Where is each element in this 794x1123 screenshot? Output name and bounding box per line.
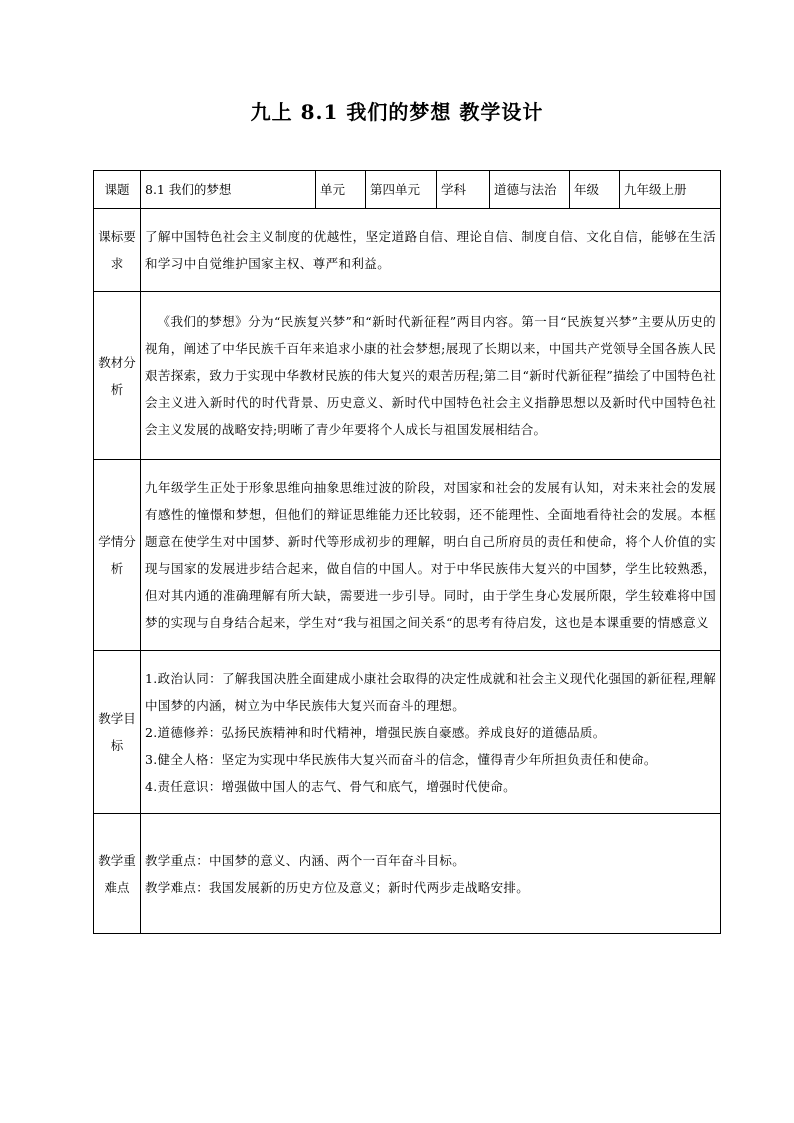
textbook-text: 《我们的梦想》分为“民族复兴梦”和“新时代新征程”两目内容。第一目“民族复兴梦”主要从历史的视角，阐述了中华民族千百年来追求小康的社会梦想;展现了长期以来，中国共产党领导全国各族人民艰苦探索，致力于实现中华教材民族的伟大复兴的艰苦历程;第二目“新时代新征程”描绘了中国特色社会主义进入新时代的时代背景、历史意义、新时代中国特色社会主义指静思想以及新时代中国特色社会主义发展的战略安持;明晰了青少年要将个人成长与祖国发展相结合。 [141, 292, 721, 460]
objective-item: 2.道德修养：弘扬民族精神和时代精神，增强民族自豪感。养成良好的道德品质。 [145, 724, 606, 740]
difficult-point-text: 教学难点：我国发展新的历史方位及意义；新时代两步走战略安排。 [145, 879, 530, 895]
key-points-row [94, 814, 721, 934]
students-label: 学情分析 [94, 460, 141, 651]
unit-label: 单元 [316, 171, 366, 209]
unit-value: 第四单元 [366, 171, 437, 209]
key-point-text: 教学重点：中国梦的意义、内涵、两个一百年奋斗目标。 [145, 852, 466, 868]
subject-value: 道德与法治 [490, 171, 570, 209]
students-text: 九年级学生正处于形象思维向抽象思维过波的阶段，对国家和社会的发展有认知，对未来社会的发展有感性的憧憬和梦想，但他们的辩证思维能力还比较弱，还不能理性、全面地看待社会的发展。本框题意在使学生对中国梦、新时代等形成初步的理解，明白自己所府员的责任和使命，将个人价值的实现与国家的发展进步结合起来，做自信的中国人。对于中华民族伟大复兴的中国梦，学生比较熟悉，但对其内通的准确理解有所大缺，需要进一步引导。同时，由于学生身心发展所限，学生较难将中国梦的实现与自身结合起来，学生对“我与祖国之间关系“的思考有待启发，这也是本课重要的情感意义 [141, 460, 721, 651]
objectives-row [94, 651, 721, 814]
standards-label: 课标要求 [94, 209, 141, 292]
grade-label: 年级 [570, 171, 620, 209]
students-row [94, 460, 721, 651]
key-points-label: 教学重难点 [94, 814, 141, 934]
subject-label: 学科 [437, 171, 490, 209]
header-row [94, 171, 721, 209]
objectives-list [141, 651, 721, 814]
topic-label: 课题 [94, 171, 141, 209]
topic-value: 8.1 我们的梦想 [141, 171, 316, 209]
objective-item: 3.健全人格：坚定为实现中华民族伟大复兴而奋斗的信念，懂得青少年所担负责任和使命。 [145, 751, 657, 767]
grade-value: 九年级上册 [620, 171, 721, 209]
standards-text: 了解中国特色社会主义制度的优越性，坚定道路自信、理论自信、制度自信、文化自信，能够在生活和学习中自觉维护国家主权、尊严和利益。 [141, 209, 721, 292]
key-points-cell [141, 814, 721, 934]
objectives-label: 教学目标 [94, 651, 141, 814]
page-title: 九上 8.1 我们的梦想 教学设计 [250, 100, 544, 124]
standards-row [94, 209, 721, 292]
textbook-label: 教材分析 [94, 292, 141, 460]
objective-item: 1.政治认同：了解我国决胜全面建成小康社会取得的决定性成就和社会主义现代化强国的新征程,理解中国梦的内涵，树立为中华民族伟大复兴而奋斗的理想。 [145, 670, 716, 713]
textbook-row [94, 292, 721, 460]
lesson-plan-table [93, 170, 721, 934]
objective-item: 4.责任意识：增强做中国人的志气、骨气和底气，增强时代使命。 [145, 778, 516, 794]
